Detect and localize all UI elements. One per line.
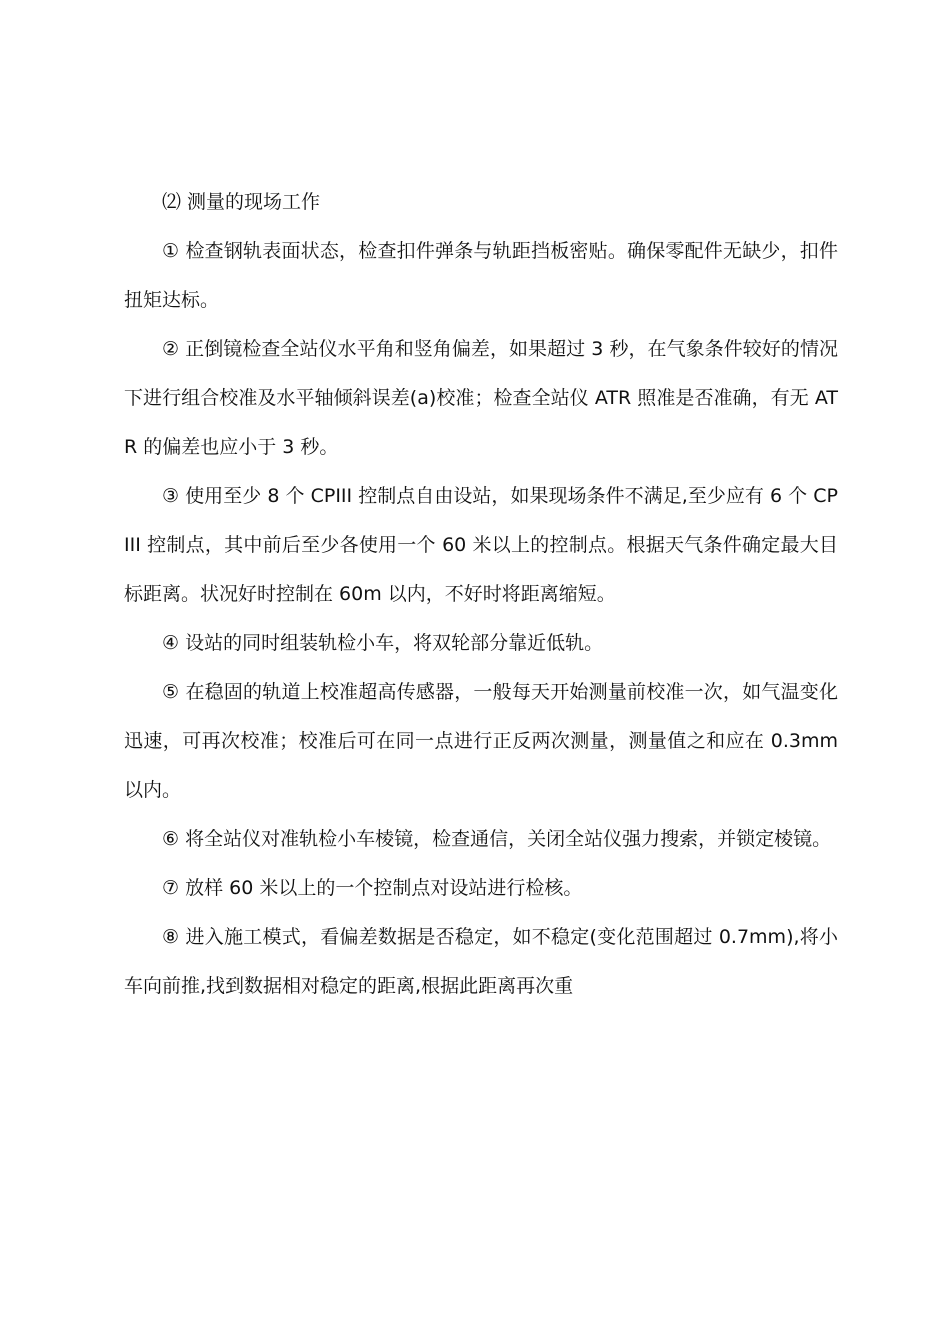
paragraph-1: ① 检查钢轨表面状态，检查扣件弹条与轨距挡板密贴。确保零配件无缺少，扣件扭矩达标。	[124, 240, 838, 311]
paragraph-6: ⑥ 将全站仪对准轨检小车棱镜，检查通信，关闭全站仪强力搜索，并锁定棱镜。	[162, 828, 832, 850]
paragraph-8: ⑧ 进入施工模式，看偏差数据是否稳定，如不稳定(变化范围超过 0.7mm),将小车向前推,找到数据相对稳定的距离,根据此距离再次重	[124, 926, 838, 997]
section-heading: ⑵ 测量的现场工作	[162, 191, 321, 213]
paragraph-4: ④ 设站的同时组装轨检小车，将双轮部分靠近低轨。	[162, 632, 604, 654]
paragraph-2: ② 正倒镜检查全站仪水平角和竖角偏差，如果超过 3 秒，在气象条件较好的情况下进行组合校准及水平轴倾斜误差(a)校准；检查全站仪 ATR 照准是否准确，有无 ATR 的偏差也应小于 3 秒。	[124, 338, 838, 458]
paragraph-3: ③ 使用至少 8 个 CPIII 控制点自由设站，如果现场条件不满足,至少应有 6 个 CPIII 控制点，其中前后至少各使用一个 60 米以上的控制点。根据天气条件确定最大目标距离。状况好时控制在 60m 以内，不好时将距离缩短。	[124, 485, 838, 605]
paragraph-5: ⑤ 在稳固的轨道上校准超高传感器，一般每天开始测量前校准一次，如气温变化迅速，可再次校准；校准后可在同一点进行正反两次测量，测量值之和应在 0.3mm 以内。	[124, 681, 838, 801]
document-body	[124, 178, 838, 1011]
paragraph-7: ⑦ 放样 60 米以上的一个控制点对设站进行检核。	[162, 877, 583, 899]
